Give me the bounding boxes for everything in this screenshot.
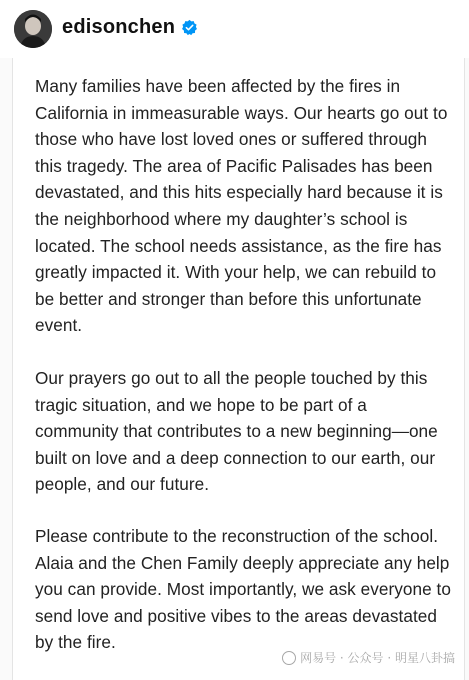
username[interactable]: edisonchen [62, 16, 176, 38]
caption-paragraph-3: Please contribute to the reconstruction of the school. Alaia and the Chen Family deeply appreciate any help you can provide. Most importantly, we ask everyone to send love and positive vibes to the areas devastated by the fire. [35, 526, 451, 653]
avatar-portrait-icon [14, 10, 52, 48]
username-row [62, 16, 198, 39]
verified-badge-icon [181, 19, 198, 36]
caption-paragraph-1: Many families have been affected by the fires in California in immeasurable ways. Our hearts go out to those who have lost loved ones or suffered through this tragedy. The area of Pacific Palisades has been devastated, and this hits especially hard because it is the neighborhood where my daughter’s school is located. The school needs assistance, as the fire has greatly impacted it. With your help, we can rebuild to be better and stronger than before this unfortunate event. [35, 76, 448, 336]
watermark-logo-icon [282, 651, 296, 665]
post-caption-card [12, 58, 465, 680]
watermark [282, 649, 455, 666]
profile-avatar[interactable] [14, 10, 52, 48]
watermark-text: 网易号 · 公众号 · 明星八卦搞 [300, 651, 455, 665]
post-header [0, 0, 469, 58]
caption-paragraph-2: Our prayers go out to all the people touched by this tragic situation, and we hope to be part of a community that contributes to a new beginning—one built on love and a deep connection to our earth, our people, and our future. [35, 368, 438, 495]
